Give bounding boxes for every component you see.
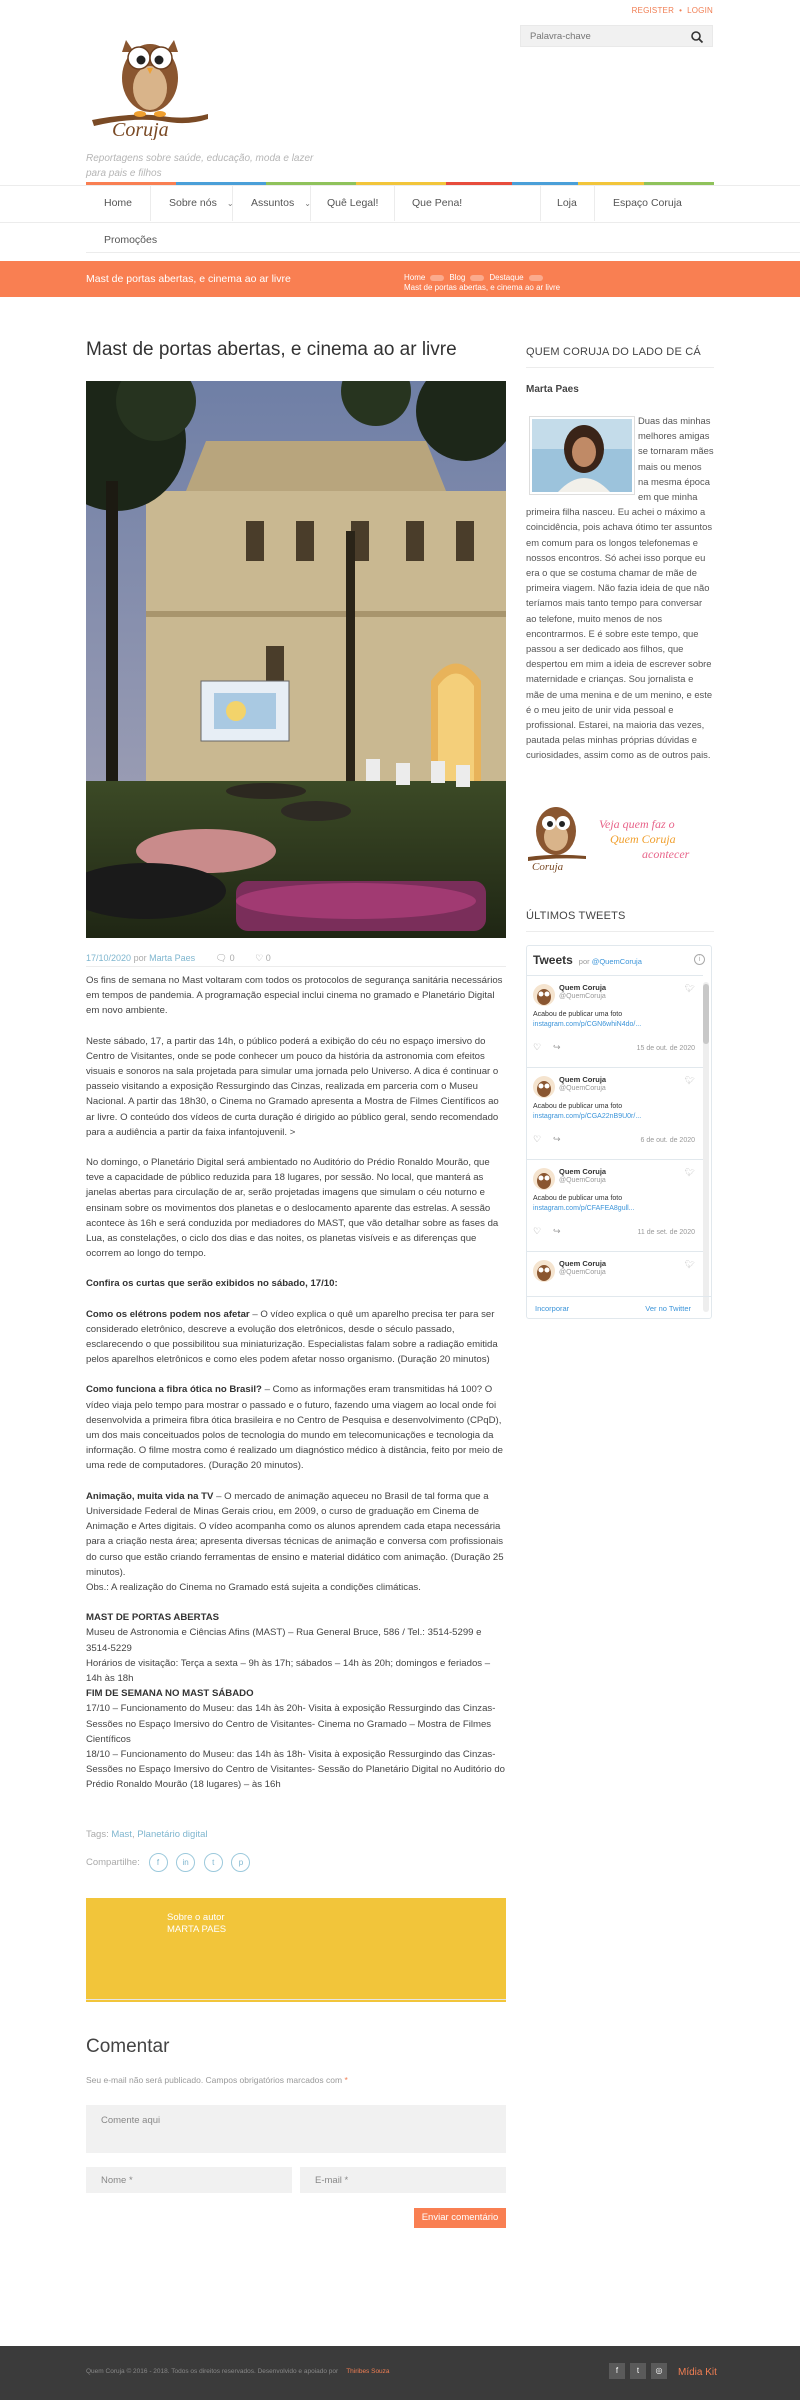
breadcrumb-blog[interactable]: Blog (449, 273, 466, 282)
tweet[interactable] (527, 1067, 703, 1159)
film-title: Como os elétrons podem nos afetar (86, 1308, 250, 1320)
post-by: por (133, 953, 147, 963)
twitter-icon[interactable]: t (204, 1853, 223, 1872)
author-box (86, 1898, 506, 2002)
breadcrumb-separator (470, 275, 484, 281)
heart-icon[interactable]: ♡ (533, 1042, 542, 1052)
promo-line3: acontecer (642, 847, 690, 861)
note: Obs.: A realização do Cinema no Gramado está sujeita a condições climáticas. (86, 1581, 421, 1593)
post-body (86, 973, 506, 1793)
share-icon[interactable]: ↪ (553, 1134, 561, 1144)
film-title: Como funciona a fibra ótica no Brasil? (86, 1384, 262, 1396)
nav-que-legal[interactable]: Quê Legal! (310, 185, 396, 221)
register-link[interactable]: REGISTER (631, 6, 675, 15)
share-bar (86, 1853, 250, 1872)
promo-logo-text: Coruja (532, 861, 564, 873)
tags-label: Tags: (86, 1829, 109, 1840)
twitter-bird-icon: 🐦︎ (684, 1168, 695, 1177)
twitter-bird-icon: 🐦︎ (684, 1076, 695, 1085)
search-icon[interactable] (690, 30, 704, 44)
sidebar-author-name: Marta Paes (526, 384, 579, 395)
chevron-down-icon: ⌄ (226, 199, 234, 208)
tweet-author: Quem Coruja (559, 1167, 607, 1176)
share-icon[interactable]: ↪ (553, 1226, 561, 1236)
nav-assuntos[interactable]: Assuntos ⌄ (232, 185, 311, 221)
subheading: Confira os curtas que serão exibidos no sábado, 17/10: (86, 1278, 338, 1290)
tweet-link[interactable]: instagram.com/p/CGN6whiN4do/... (533, 1021, 642, 1028)
nav-promocoes[interactable]: Promoções (104, 234, 158, 246)
comment-count: 0 (229, 953, 235, 963)
sidebar-bio: Duas das minhas melhores amigas se tornaram mães mais ou menos na mesma época em que minha primeira filha nasceu. Eu achei o máximo a coincidência, pois achava ótimo ter assuntos em comum para os longos telefonemas e nossos encontros. Só achei isso porque eu era o que se costuma chamar de mãe de primeira viagem. Não fazia ideia de que não teríamos mais tanto tempo para conversar ao telefone, muito menos de nos encontrarmos. E é sobre este tempo, que passou a ser dedicado aos filhos, que despertou em mim a ideia de escrever sobre maternidade e crianças. Sou jornalista e mãe de uma menina e de um menino, e este é o meu jeito de unir vida pessoal e profissional. Estarei, na maioria das vezes, pautada pelas minhas próprias dúvidas e curiosidades, assim como as de outros pais. (526, 415, 714, 761)
promo-banner[interactable] (526, 799, 716, 879)
email-field[interactable]: E-mail * (300, 2167, 506, 2193)
meta-divider (86, 966, 506, 967)
scrollbar-thumb[interactable] (703, 984, 709, 1044)
avatar (533, 1076, 555, 1098)
tweet-author: Quem Coruja (559, 1259, 607, 1268)
film-title: Animação, muita vida na TV (86, 1490, 214, 1502)
post-date: 17/10/2020 (86, 953, 132, 963)
submit-comment-button[interactable]: Enviar comentário (414, 2208, 506, 2228)
breadcrumb-separator (529, 275, 543, 281)
footer-credit-link[interactable]: Thiribes Souza (346, 2368, 390, 2375)
nav-sobre[interactable]: Sobre nós ⌄ (150, 185, 234, 221)
film-item (86, 1489, 506, 1580)
breadcrumb-separator (430, 275, 444, 281)
hours: Horários de visitação: Terça a sexta – 9h às 17h; sábados – 14h às 20h; domingos e feriados – 14h às 18h (86, 1657, 491, 1684)
banner-title: Mast de portas abertas, e cinema ao ar livre (86, 273, 291, 285)
avatar (533, 1168, 555, 1190)
twitter-handle-link[interactable]: @QuemCoruja (591, 957, 642, 966)
tweet-handle: @QuemCoruja (559, 1269, 606, 1276)
tweet-date[interactable]: 6 de out. de 2020 (640, 1137, 695, 1144)
paragraph: Os fins de semana no Mast voltaram com todos os protocolos de segurança sanitária necessários em tempos de pandemia. A programação especial inclui cinema no gramado e Planetário Digital em novo ambiente. (86, 975, 503, 1017)
heart-icon[interactable]: ♡ (533, 1134, 542, 1144)
tag-link[interactable]: Mast (111, 1829, 132, 1840)
post-title: Mast de portas abertas, e cinema ao ar livre (86, 339, 457, 360)
site-footer (0, 2346, 800, 2400)
author-box-label: Sobre o autor (167, 1912, 225, 1923)
schedule-item: 17/10 – Funcionamento do Museu: das 14h às 20h- Visita à exposição Ressurgindo das Cinzas- Sessões no Espaço Imersivo do Centro de Visitantes- Cinema no Gramado – Mostra de Filmes Científicos (86, 1703, 496, 1745)
login-link[interactable]: LOGIN (687, 6, 713, 15)
promo-line1: Veja quem faz o (599, 817, 675, 831)
twitter-widget-header: Tweets por @QuemCoruja (533, 953, 642, 967)
tweet-handle: @QuemCoruja (559, 993, 606, 1000)
author-photo (530, 417, 634, 494)
twitter-bird-icon: 🐦︎ (684, 1260, 695, 1269)
heart-icon[interactable]: ♡ (533, 1226, 542, 1236)
svg-text:Coruja: Coruja (112, 119, 169, 140)
paragraph: No domingo, o Planetário Digital será ambientado no Auditório do Prédio Ronaldo Mourão, que teve a capacidade de público reduzida para 18 lugares, por sessão. No local, que manterá as janelas abertas para circulação de ar, serão projetadas imagens que simulam o céu noturno e ensinam sobre os movimentos dos planetas e o deslocamento aparente das estrelas. A sessão acontece às 16h e será conduzida por mediadores do MAST, que vão detalhar sobre as fases da Lua, as constelações, o ciclo dos dias e das noites, os planetas visíveis e as diferenças que ocorrem ao longo do tempo. (86, 1157, 499, 1260)
sidebar-tweets-title: ÚLTIMOS TWEETS (526, 910, 626, 922)
sidebar-divider (526, 367, 714, 368)
tweet[interactable] (527, 975, 703, 1067)
address: Museu de Astronomia e Ciências Afins (MAST) – Rua General Bruce, 586 / Tel.: 3514-5299 e 3514-5229 (86, 1627, 482, 1654)
embed-link[interactable]: Incorporar (535, 1304, 570, 1313)
heart-icon[interactable]: ♡ (255, 953, 264, 963)
film-desc: – O mercado de animação aqueceu no Brasil de tal forma que a Universidade Federal de Minas Gerais criou, em 2009, o curso de graduação em Cinema de Animação e Artes digitais. O vídeo acompanha como os alunos aprendem cada etapa necessária para a criação nesta área; apresenta diversas técnicas de animação e conversa com profissionais do curso que estão criando ferramentas de ensino e material didático com animação. (Duração 25 minutos). (86, 1490, 504, 1578)
tweet-text: Acabou de publicar uma foto instagram.com/p/CGA22nB9U0r/... (533, 1103, 642, 1120)
tweet-author: Quem Coruja (559, 983, 607, 992)
tweet-text: Acabou de publicar uma foto instagram.com/p/CFAFEA8gull... (533, 1195, 635, 1212)
share-label: Compartilhe: (86, 1857, 140, 1869)
tweet-date[interactable]: 15 de out. de 2020 (636, 1045, 695, 1052)
twitter-widget (526, 945, 712, 1319)
promo-line2: Quem Coruja (610, 832, 676, 846)
film-desc: – O vídeo explica o quê um aparelho precisa ter para ser considerado eletrônico, descreve a evolução dos eletrônicos, desde o século passado, esclarecendo o que possibilitou sua miniaturização. Especialistas falam sobre a radiação emitida pelos aparelhos eletrônicos e como eles podem afetar nosso organismo. (Duração 20 minutos) (86, 1308, 498, 1366)
sidebar-about-title: QUEM CORUJA DO LADO DE CÁ (526, 346, 701, 358)
info-icon[interactable]: i (694, 954, 705, 965)
chevron-down-icon: ⌄ (304, 199, 311, 208)
scrollbar[interactable] (703, 982, 709, 1312)
sidebar-divider (526, 931, 714, 932)
search-box (520, 25, 713, 47)
tweet-author: Quem Coruja (559, 1075, 607, 1084)
name-field[interactable]: Nome * (86, 2167, 292, 2193)
comment-textarea[interactable]: Comente aqui (86, 2105, 506, 2153)
instagram-icon[interactable]: ◎ (651, 2363, 667, 2379)
pinterest-icon[interactable]: p (231, 1853, 250, 1872)
facebook-icon[interactable]: f (609, 2363, 625, 2379)
comment-note: Seu e-mail não será publicado. Campos obrigatórios marcados com * (86, 2075, 348, 2085)
twitter-icon[interactable]: t (630, 2363, 646, 2379)
breadcrumb-category[interactable]: Destaque (489, 273, 524, 282)
nav-home[interactable]: Home (104, 197, 133, 209)
twitter-bird-icon: 🐦︎ (684, 984, 695, 993)
facebook-icon[interactable]: f (149, 1853, 168, 1872)
nav-que-pena[interactable]: Que Pena! (394, 185, 480, 221)
subheading: MAST DE PORTAS ABERTAS (86, 1612, 220, 1624)
footer-copyright: Quem Coruja © 2016 - 2018. Todos os direitos reservados. Desenvolvido e apoiado por Thiribes Souza (86, 2368, 390, 2375)
search-input[interactable] (521, 27, 686, 47)
author-box-name[interactable]: MARTA PAES (167, 1924, 227, 1935)
post-meta (86, 953, 271, 964)
linkedin-icon[interactable]: in (176, 1853, 195, 1872)
avatar (533, 1260, 555, 1282)
top-links: REGISTER • LOGIN (631, 6, 713, 15)
share-icon[interactable]: ↪ (553, 1042, 561, 1052)
site-tagline: Reportagens sobre saúde, educação, moda e lazer para pais e filhos (86, 153, 314, 179)
nav-espaco-coruja[interactable]: Espaço Coruja (594, 185, 700, 221)
like-count: 0 (265, 953, 271, 963)
tweet[interactable] (527, 1159, 703, 1251)
avatar (533, 984, 555, 1006)
media-kit-link[interactable]: Mídia Kit (678, 2367, 717, 2378)
nav-divider (86, 252, 800, 253)
schedule-item: 18/10 – Funcionamento do Museu: das 14h às 18h- Visita à exposição Ressurgindo das Cinzas- Sessões no Espaço Imersivo do Centro de Visitantes- Sessão do Planetário Digital no Auditório do Prédio Ronaldo Mourão (18 lugares) – às 16h (86, 1748, 505, 1791)
paragraph: Neste sábado, 17, a partir das 14h, o público poderá a exibição do céu no espaço imersivo do Centro de Visitantes, onde se pode conhecer um pouco da história da astronomia com efeitos visuais e sonoros na sala projetada para simular uma jornada pelo Universo. A dica é continuar o passeio visitando a exposição Ressurgindo das Cinzas, realizada em parceria com o Museu Nacional. A partir das 18h30, o Cinema no Gramado apresenta a Mostra de Filmes Científicos ao ar livre. O conteúdo dos vídeos de curta duração é dirigido ao público geral, sendo recomendado para a audiência a partir da faixa infantojuvenil. > (86, 1035, 499, 1138)
twitter-widget-footer (527, 1296, 712, 1318)
post-author-link[interactable]: Marta Paes (149, 953, 196, 963)
site-logo[interactable] (92, 16, 208, 140)
tweet-text: Acabou de publicar uma foto instagram.com/p/CGN6whiN4do/... (533, 1011, 642, 1028)
tweet-link[interactable]: instagram.com/p/CFAFEA8gull... (533, 1205, 635, 1212)
film-item (86, 1382, 506, 1473)
breadcrumb-current: Mast de portas abertas, e cinema ao ar livre (404, 283, 561, 292)
breadcrumb-home[interactable]: Home (404, 273, 426, 282)
page-banner (0, 261, 800, 297)
view-on-twitter-link[interactable]: Ver no Twitter (645, 1304, 691, 1313)
tweet-handle: @QuemCoruja (559, 1177, 606, 1184)
tag-link[interactable]: Planetário digital (137, 1829, 208, 1840)
tweet-handle: @QuemCoruja (559, 1085, 606, 1092)
divider (86, 1999, 506, 2000)
subheading: FIM DE SEMANA NO MAST SÁBADO (86, 1688, 254, 1700)
nav-divider (0, 222, 800, 223)
nav-loja[interactable]: Loja (540, 185, 595, 221)
comment-icon[interactable]: 🗨︎ (215, 953, 228, 963)
film-item (86, 1307, 506, 1368)
post-tags: Tags: Mast, Planetário digital (86, 1829, 208, 1840)
comment-title: Comentar (86, 2036, 170, 2057)
tweet-link[interactable]: instagram.com/p/CGA22nB9U0r/... (533, 1113, 642, 1120)
post-featured-image (86, 381, 506, 938)
film-desc: – Como as informações eram transmitidas há 100? O vídeo viaja pelo tempo para mostrar o passado e o futuro, fazendo uma viagem ao local onde foi desenvolvida a primeira fibra ótica brasileira e no Centro de Pesquisa e desenvolvimento (CPqD), um dos mais conceituados polos de tecnologia do mundo em telecomunicações e tecnologia da informação. O filme mostra como é realizado um diagnóstico médico à distância, feito por meio de uma rede de computadores. (Duração 20 minutos). (86, 1384, 503, 1472)
tweet-date[interactable]: 11 de set. de 2020 (637, 1229, 695, 1236)
breadcrumb (404, 273, 548, 282)
